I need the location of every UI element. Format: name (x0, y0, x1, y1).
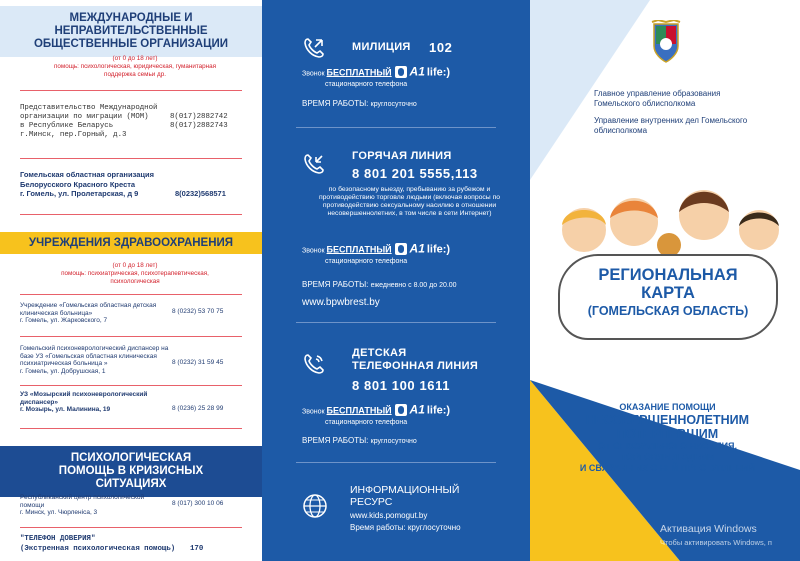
hotline-description: по безопасному выезду, пребыванию за рубежом и противодействию торговле людьми (включая вопросы по противодействию сексуальному насилию в отношении несовершеннолетних, в том числе в сети Интернет) (318, 186, 501, 217)
free-sub: стационарного телефона (325, 81, 408, 88)
divider (20, 527, 242, 528)
free-sub: стационарного телефона (325, 419, 408, 426)
divider (20, 336, 242, 337)
title-line-2: КАРТА (641, 284, 695, 302)
trust-line-phone: 170 (190, 545, 204, 553)
title-line-3: (ГОМЕЛЬСКАЯ ОБЛАСТЬ) (587, 304, 749, 318)
life-logo: life:) (426, 243, 451, 256)
redcross-address: г. Гомель, ул. Пролетарская, д 9 (20, 189, 139, 198)
iom-name: в Республике Беларусь (20, 122, 114, 130)
a1-logo: A1 (409, 64, 425, 79)
hotline-hours (302, 280, 457, 289)
call-prefix: Звонок (302, 70, 325, 78)
phone-icon (302, 36, 326, 65)
subtitle-line: НЕСОВЕРШЕННОЛЕТНИМ (585, 413, 750, 427)
health-name: УЗ «Мозырский психоневрологический диспансер» (20, 391, 148, 406)
crisis-phone: 8 (017) 300 10 06 (172, 500, 224, 507)
a1-logo: A1 (409, 241, 425, 256)
phone-icon (302, 352, 326, 381)
iom-phone: 8(017)2882743 (170, 122, 228, 130)
police-number: 102 (429, 40, 453, 55)
iom-name: Представительство Международной (20, 104, 158, 112)
title-line-1: РЕГИОНАЛЬНАЯ (598, 266, 738, 284)
ngo-header-text: МЕЖДУНАРОДНЫЕ И НЕПРАВИТЕЛЬСТВЕННЫЕ ОБЩЕСТВЕННЫЕ ОРГАНИЗАЦИИ (33, 12, 229, 50)
life-logo: life:) (426, 404, 451, 417)
divider (20, 214, 242, 215)
windows-activation-hint: Чтобы активировать Windows, п (660, 538, 772, 547)
ngo-help: помощь: психологическая, юридическая, гуманитарная поддержка семьи др. (53, 63, 217, 78)
call-prefix: Звонок (302, 247, 325, 255)
divider (20, 294, 242, 295)
a1-logo: A1 (409, 402, 425, 417)
kidsline-label (352, 347, 478, 373)
info-label (350, 484, 459, 508)
iom-address: г.Минск, пер.Горный, д.3 (20, 131, 127, 139)
health-name: Учреждение «Гомельская областная детская клиническая больница» (20, 302, 157, 317)
middle-panel (262, 0, 530, 561)
hours-label: ВРЕМЯ РАБОТЫ: (302, 436, 369, 445)
subtitle-line: И СВЯЗАННЫХ С НЕЙ ПРЕСТУПЛЕНИЙ (579, 463, 756, 473)
info-label-2: РЕСУРС (350, 496, 393, 508)
health-address: г. Гомель, ул. Жарковского, 7 (20, 317, 108, 325)
redcross-entry (20, 170, 254, 199)
kidsline-number: 8 801 100 1611 (352, 378, 451, 393)
kidsline-hours (302, 436, 417, 445)
hours-value: круглосуточно (370, 101, 417, 108)
crisis-address: г. Минск, ул. Чюрленіса, 3 (20, 509, 98, 517)
call-prefix: Звонок (302, 408, 325, 416)
free-call-row (302, 66, 450, 89)
info-hours: Время работы: круглосуточно (350, 523, 461, 532)
police-label: МИЛИЦИЯ (352, 41, 411, 53)
subtitle-line: ТОРГОВЛИ ЛЮДЬМИ (620, 452, 715, 462)
hotline-label: ГОРЯЧАЯ ЛИНИЯ (352, 150, 452, 162)
subtitle-line: ПОТЕРПЕВШИМ (616, 427, 719, 441)
subtitle-line: ОКАЗАНИЕ ПОМОЩИ (619, 402, 716, 412)
divider (296, 462, 496, 463)
title-block (558, 266, 778, 320)
health-phone: 8 (0232) 31 59 45 (172, 359, 224, 366)
hotline-number: 8 801 201 5555,113 (352, 166, 478, 181)
left-panel (0, 0, 262, 561)
health-address: г. Мозырь, ул. Малинина, 19 (20, 406, 111, 414)
info-label-1: ИНФОРМАЦИОННЫЙ (350, 484, 460, 496)
iom-entry (20, 104, 254, 140)
health-entry-1 (20, 302, 254, 325)
mts-logo (394, 404, 408, 419)
hours-value: круглосуточно (370, 438, 417, 445)
iom-name: организации по миграции (МОМ) (20, 113, 149, 121)
divider (20, 428, 242, 429)
trust-line-entry (20, 534, 254, 554)
ngo-header (0, 6, 262, 57)
divider (296, 127, 496, 128)
mts-logo (394, 243, 408, 258)
life-logo: life:) (426, 66, 451, 79)
redcross-name: Гомельская областная организация (20, 170, 154, 179)
ngo-age: (от 0 до 18 лет) (112, 55, 158, 62)
health-entry-3 (20, 391, 254, 414)
hours-label: ВРЕМЯ РАБОТЫ: (302, 99, 369, 108)
free-label: БЕСПЛАТНЫЙ (326, 405, 392, 416)
free-call-row (302, 404, 450, 427)
globe-icon (302, 493, 328, 524)
redcross-name: Белорусского Красного Креста (20, 179, 136, 189)
org-police: Управление внутренних дел Гомельского облисполкома (594, 116, 748, 135)
hotline-site[interactable]: www.bpwbrest.by (302, 297, 380, 308)
free-sub: стационарного телефона (325, 258, 408, 265)
divider (20, 90, 242, 91)
health-help: помощь: психиатрическая, психотерапевтическая, психологическая (61, 270, 209, 285)
health-phone: 8 (0232) 53 70 75 (172, 308, 224, 315)
hours-value: ежедневно с 8.00 до 20.00 (370, 282, 457, 289)
crisis-name: Республиканский центр психологической помощи (20, 494, 145, 509)
windows-activation-title: Активация Windows (660, 523, 757, 535)
hours-label: ВРЕМЯ РАБОТЫ: (302, 280, 369, 289)
divider (20, 158, 242, 159)
phone-icon (302, 152, 326, 181)
health-phone: 8 (0236) 25 28 99 (172, 405, 224, 412)
health-header: УЧРЕЖДЕНИЯ ЗДРАВООХРАНЕНИЯ (0, 232, 262, 254)
redcross-phone: 8(0232)568571 (175, 189, 226, 198)
coat-of-arms-icon (648, 20, 684, 69)
subtitle-block (540, 402, 795, 474)
health-name: Гомельский психоневрологический диспансер на базе УЗ «Гомельская областная клиническая психиатрическая больница » (20, 345, 169, 368)
crisis-header-text: ПСИХОЛОГИЧЕСКАЯ ПОМОЩЬ В КРИЗИСНЫХ СИТУАЦИЯХ (58, 452, 204, 490)
right-panel (530, 0, 800, 561)
health-entry-2 (20, 345, 254, 375)
trust-line-desc: (Экстренная психологическая помощь) (20, 545, 176, 553)
subtitle-line: ОТ СЕКСУАЛЬНОГО НАСИЛИЯ, (597, 441, 738, 451)
kidsline-label-1: ДЕТСКАЯ (352, 347, 407, 359)
trust-line-title: "ТЕЛЕФОН ДОВЕРИЯ" (20, 535, 96, 543)
info-site[interactable]: www.kids.pomogut.by (350, 511, 428, 520)
police-hours (302, 99, 417, 108)
divider (296, 322, 496, 323)
crisis-entry (20, 494, 254, 517)
free-label: БЕСПЛАТНЫЙ (326, 244, 392, 255)
health-address: г. Гомель, ул. Добрушская, 1 (20, 367, 106, 375)
kidsline-label-2: ТЕЛЕФОННАЯ ЛИНИЯ (352, 360, 479, 372)
divider (20, 385, 242, 386)
org-education: Главное управление образования Гомельского облисполкома (594, 89, 721, 108)
crisis-header (0, 446, 262, 497)
free-call-row (302, 243, 450, 266)
health-age: (от 0 до 18 лет) (112, 262, 158, 269)
mts-logo (394, 66, 408, 81)
iom-phone: 8(017)2882742 (170, 113, 228, 121)
free-label: БЕСПЛАТНЫЙ (326, 67, 392, 78)
